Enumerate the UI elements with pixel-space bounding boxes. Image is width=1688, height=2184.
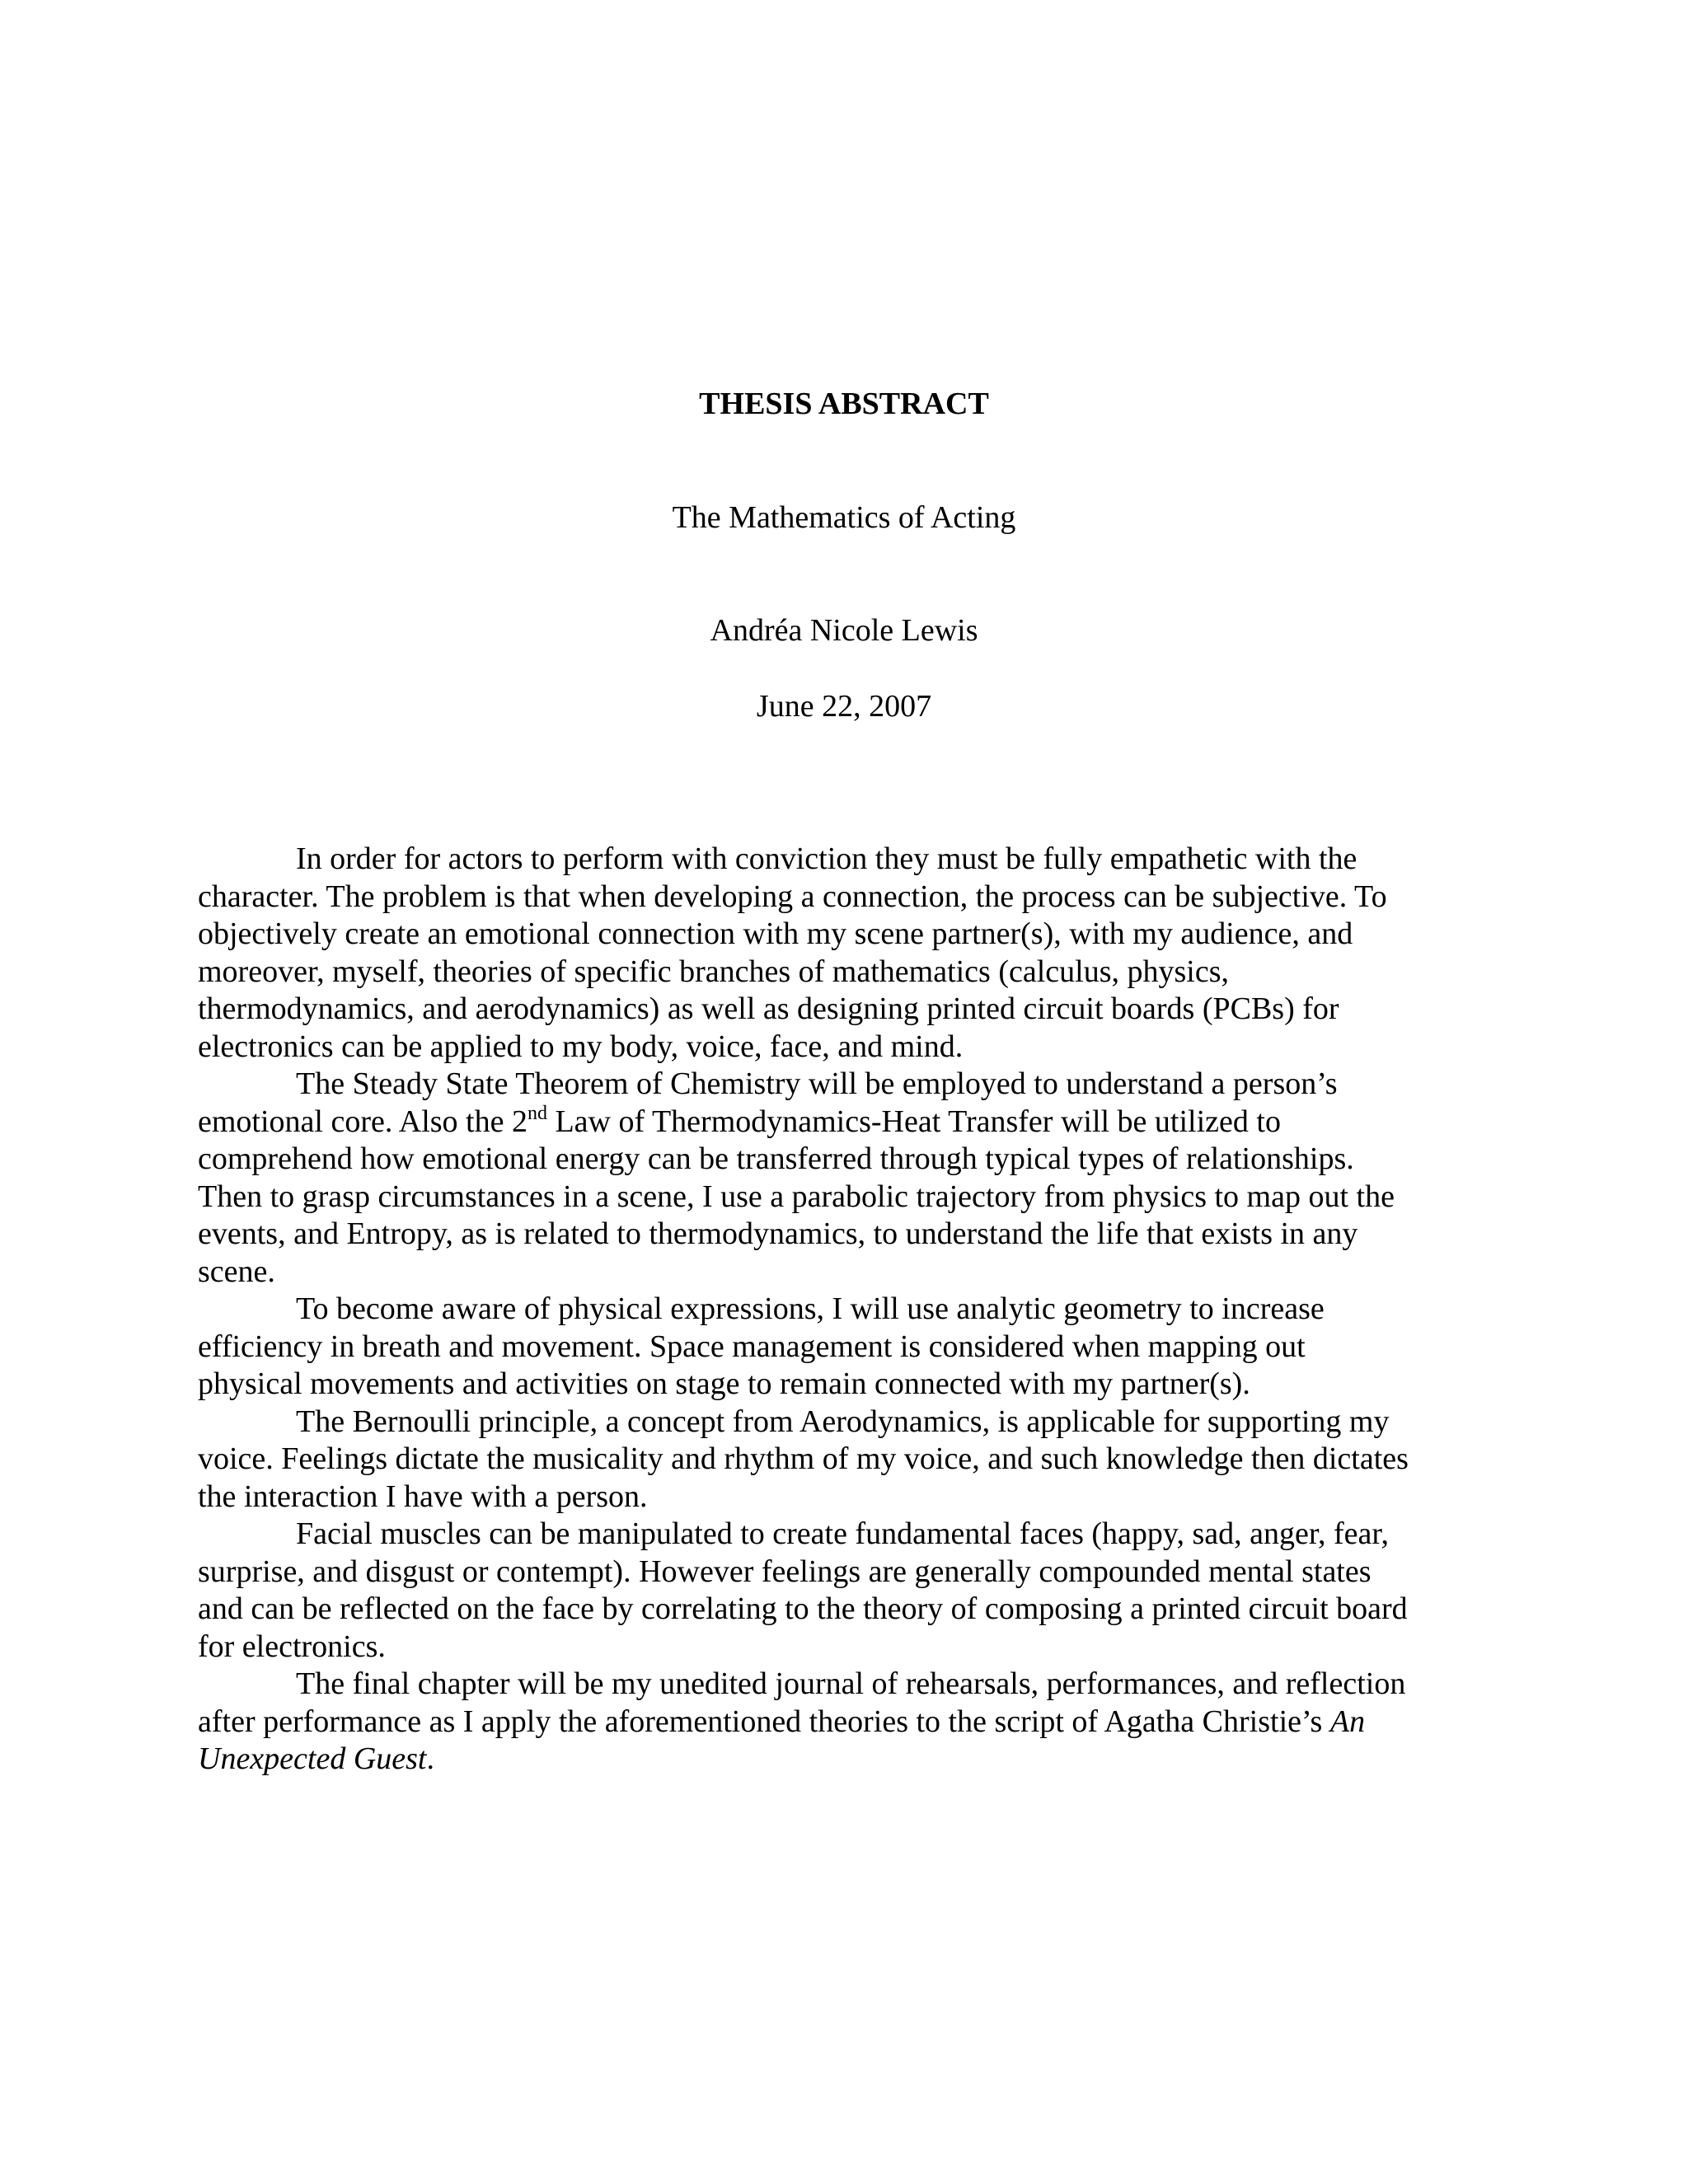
abstract-line: objectively create an emotional connection with my scene partner(s), with my audience, and	[198, 916, 1353, 951]
play-title-italic: Unexpected Guest	[198, 1741, 427, 1776]
abstract-line-text: .	[426, 1741, 434, 1776]
abstract-line: character. The problem is that when developing a connection, the process can be subjective. To	[198, 879, 1387, 914]
abstract-line: physical movements and activities on stage to remain connected with my partner(s).	[198, 1366, 1250, 1401]
abstract-line: for electronics.	[198, 1629, 386, 1664]
abstract-line: electronics can be applied to my body, voice, face, and mind.	[198, 1029, 964, 1064]
abstract-line: The final chapter will be my unedited journal of rehearsals, performances, and reflection	[296, 1666, 1406, 1701]
abstract-line: In order for actors to perform with conviction they must be fully empathetic with the	[296, 841, 1357, 876]
abstract-line: and can be reflected on the face by correlating to the theory of composing a printed circuit board	[198, 1591, 1408, 1626]
abstract-line	[198, 1704, 1492, 1741]
thesis-date: June 22, 2007	[756, 689, 932, 724]
abstract-line	[198, 1104, 1492, 1141]
abstract-line: Facial muscles can be manipulated to create fundamental faces (happy, sad, anger, fear,	[296, 1516, 1389, 1551]
play-title-italic: An	[1329, 1704, 1366, 1739]
abstract-line: surprise, and disgust or contempt). However feelings are generally compounded mental states	[198, 1554, 1372, 1589]
author-name: Andréa Nicole Lewis	[710, 613, 978, 648]
abstract-body	[198, 841, 1492, 1779]
abstract-line: The Steady State Theorem of Chemistry will be employed to understand a person’s	[296, 1066, 1338, 1101]
abstract-line: comprehend how emotional energy can be transferred through typical types of relationships.	[198, 1141, 1354, 1176]
abstract-line: Then to grasp circumstances in a scene, I use a parabolic trajectory from physics to map out the	[198, 1179, 1395, 1214]
abstract-line: To become aware of physical expressions, I will use analytic geometry to increase	[296, 1291, 1325, 1326]
abstract-line: voice. Feelings dictate the musicality and rhythm of my voice, and such knowledge then dictates	[198, 1441, 1409, 1476]
abstract-line: The Bernoulli principle, a concept from Aerodynamics, is applicable for supporting my	[296, 1404, 1390, 1439]
thesis-title: The Mathematics of Acting	[672, 500, 1016, 535]
document-heading: THESIS ABSTRACT	[699, 387, 989, 421]
abstract-line: thermodynamics, and aerodynamics) as well as designing printed circuit boards (PCBs) for	[198, 991, 1339, 1026]
abstract-line: events, and Entropy, as is related to thermodynamics, to understand the life that exists in any	[198, 1216, 1358, 1251]
abstract-line-text: after performance as I apply the aforementioned theories to the script of Agatha Christie’s	[198, 1704, 1330, 1739]
abstract-line-text: emotional core. Also the 2	[198, 1104, 528, 1139]
abstract-line: the interaction I have with a person.	[198, 1479, 648, 1514]
abstract-line	[198, 1741, 1492, 1779]
abstract-line: moreover, myself, theories of specific branches of mathematics (calculus, physics,	[198, 954, 1229, 989]
abstract-line-text: Law of Thermodynamics-Heat Transfer will be utilized to	[546, 1104, 1281, 1139]
ordinal-superscript: nd	[527, 1102, 547, 1124]
abstract-line: scene.	[198, 1254, 275, 1289]
abstract-line: efficiency in breath and movement. Space management is considered when mapping out	[198, 1329, 1306, 1364]
